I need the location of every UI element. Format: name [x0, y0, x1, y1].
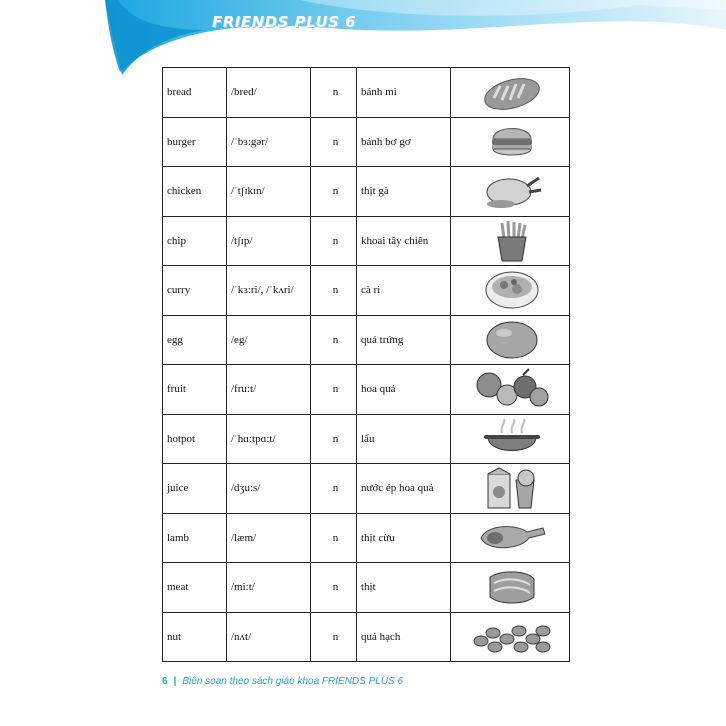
vocab-part-of-speech: n	[311, 117, 357, 167]
vocab-word: meat	[163, 563, 227, 613]
table-row	[163, 266, 570, 316]
vocab-part-of-speech: n	[311, 612, 357, 662]
vocab-meaning: thịt cừu	[357, 513, 451, 563]
table-row	[163, 464, 570, 514]
vocab-word: egg	[163, 315, 227, 365]
table-row	[163, 167, 570, 217]
footer-separator: |	[173, 676, 177, 687]
table-row	[163, 315, 570, 365]
vocab-word: hotpot	[163, 414, 227, 464]
footer-text: Biên soạn theo sách giáo khoa FRIENDS PLUS 6	[182, 676, 404, 687]
vocab-meaning: bánh bơ gơ	[357, 117, 451, 167]
table-row	[163, 117, 570, 167]
vocab-pronunciation: /ˈhɑ:tpɑ:t/	[227, 414, 311, 464]
vocab-pronunciation: /fru:t/	[227, 365, 311, 415]
page-footer	[162, 676, 403, 687]
vocab-meaning: quả trứng	[357, 315, 451, 365]
vocab-pronunciation: /mi:t/	[227, 563, 311, 613]
vocab-meaning: lẩu	[357, 414, 451, 464]
vocab-meaning: nước ép hoa quả	[357, 464, 451, 514]
vocab-meaning: hoa quả	[357, 365, 451, 415]
vocab-part-of-speech: n	[311, 464, 357, 514]
vocab-pronunciation: /eg/	[227, 315, 311, 365]
vocab-word: burger	[163, 117, 227, 167]
table-row	[163, 414, 570, 464]
curry-bowl-icon	[451, 266, 570, 316]
vocab-word: fruit	[163, 365, 227, 415]
vocab-meaning: thịt	[357, 563, 451, 613]
hotpot-icon	[451, 414, 570, 464]
vocab-pronunciation: /ˈkɜ:ri/, /ˈkʌri/	[227, 266, 311, 316]
table-row	[163, 513, 570, 563]
vocab-part-of-speech: n	[311, 563, 357, 613]
vocab-part-of-speech: n	[311, 513, 357, 563]
vocab-part-of-speech: n	[311, 216, 357, 266]
meat-icon	[451, 563, 570, 613]
page-number: 6	[162, 676, 168, 687]
juice-icon	[451, 464, 570, 514]
vocab-meaning: bánh mì	[357, 68, 451, 118]
fruit-icon	[451, 365, 570, 415]
table-row	[163, 216, 570, 266]
vocab-word: chip	[163, 216, 227, 266]
table-row	[163, 365, 570, 415]
vocab-part-of-speech: n	[311, 315, 357, 365]
vocab-part-of-speech: n	[311, 167, 357, 217]
vocab-pronunciation: /nʌt/	[227, 612, 311, 662]
vocab-word: bread	[163, 68, 227, 118]
vocab-word: nut	[163, 612, 227, 662]
vocab-meaning: quả hạch	[357, 612, 451, 662]
nuts-icon	[451, 612, 570, 662]
table-row	[163, 612, 570, 662]
vocab-pronunciation: /dʒu:s/	[227, 464, 311, 514]
vocab-word: lamb	[163, 513, 227, 563]
bread-icon	[451, 68, 570, 118]
vocab-word: chicken	[163, 167, 227, 217]
vocabulary-table	[162, 67, 570, 662]
vocab-word: curry	[163, 266, 227, 316]
header-title: FRIENDS PLUS 6	[212, 13, 357, 31]
vocab-meaning: khoai tây chiên	[357, 216, 451, 266]
vocab-pronunciation: /ˈtʃɪkɪn/	[227, 167, 311, 217]
vocab-part-of-speech: n	[311, 365, 357, 415]
vocab-word: juice	[163, 464, 227, 514]
vocab-part-of-speech: n	[311, 68, 357, 118]
vocab-pronunciation: /tʃɪp/	[227, 216, 311, 266]
table-row	[163, 563, 570, 613]
chips-icon	[451, 216, 570, 266]
lamb-leg-icon	[451, 513, 570, 563]
vocab-part-of-speech: n	[311, 414, 357, 464]
burger-icon	[451, 117, 570, 167]
vocab-pronunciation: /bred/	[227, 68, 311, 118]
egg-icon	[451, 315, 570, 365]
vocab-pronunciation: /læm/	[227, 513, 311, 563]
table-row	[163, 68, 570, 118]
vocab-meaning: cà ri	[357, 266, 451, 316]
vocab-meaning: thịt gà	[357, 167, 451, 217]
vocab-part-of-speech: n	[311, 266, 357, 316]
vocab-pronunciation: /ˈbɜ:gər/	[227, 117, 311, 167]
chicken-icon	[451, 167, 570, 217]
